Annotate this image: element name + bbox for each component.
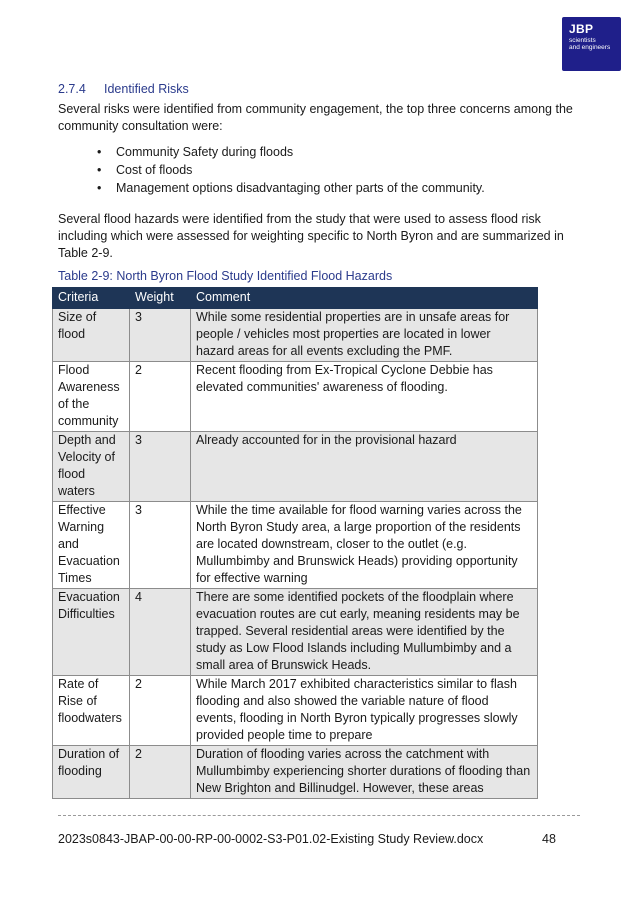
cell-comment: Already accounted for in the provisional hazard: [191, 432, 538, 502]
table-row: [53, 309, 538, 362]
cell-comment: Duration of flooding varies across the catchment with Mullumbimby experiencing shorter durations of flooding than New Brighton and Billinudgel. However, these areas: [191, 746, 538, 799]
cell-criteria: Rate of Rise of floodwaters: [53, 676, 130, 746]
section-title: Identified Risks: [104, 82, 189, 96]
footer-divider: [58, 815, 580, 816]
cell-comment: There are some identified pockets of the floodplain where evacuation routes are cut early, meaning residents may be trapped. Several residential areas were identified by the study as Low Flood Islands including Mullumbimby and a small area of Brunswick Heads.: [191, 589, 538, 676]
cell-criteria: Evacuation Difficulties: [53, 589, 130, 676]
hazards-paragraph: Several flood hazards were identified from the study that were used to assess flood risk including which were assessed for weighting specific to North Byron and are summarized in Table 2-9.: [58, 212, 564, 260]
risk-bullet-list: [95, 143, 485, 197]
intro-paragraph: Several risks were identified from community engagement, the top three concerns among the community consultation were:: [58, 102, 573, 133]
section-number: 2.7.4: [58, 82, 86, 96]
table-row: [53, 362, 538, 432]
bullet-item: • Management options disadvantaging other parts of the community.: [95, 179, 485, 197]
cell-weight: 3: [130, 432, 191, 502]
table-row: [53, 746, 538, 799]
cell-weight: 2: [130, 746, 191, 799]
cell-criteria: Size of flood: [53, 309, 130, 362]
logo-tagline-line-2: and engineers: [569, 44, 611, 51]
bullet-item: • Cost of floods: [95, 161, 485, 179]
cell-weight: 3: [130, 309, 191, 362]
cell-weight: 2: [130, 362, 191, 432]
header-weight: Weight: [130, 288, 191, 309]
footer-filename: 2023s0843-JBAP-00-00-RP-00-0002-S3-P01.02-Existing Study Review.docx: [58, 832, 484, 846]
cell-weight: 2: [130, 676, 191, 746]
cell-comment: While the time available for flood warning varies across the North Byron Study area, a large proportion of the residents are located downstream, closer to the outlet (e.g. Mullumbimby and Brunswick Heads) providing opportunity for effective warning: [191, 502, 538, 589]
table-caption: Table 2-9: North Byron Flood Study Identified Flood Hazards: [58, 269, 393, 283]
cell-comment: While March 2017 exhibited characteristics similar to flash flooding and also showed the variable nature of flood events, flooding in North Byron typically progresses slowly provided people time to prepare: [191, 676, 538, 746]
cell-criteria: Duration of flooding: [53, 746, 130, 799]
table-header-row: [53, 288, 538, 309]
logo-tagline: [569, 37, 621, 51]
table-row: [53, 589, 538, 676]
header-criteria: Criteria: [53, 288, 130, 309]
logo-brand: JBP: [569, 22, 594, 36]
company-logo: [562, 17, 621, 71]
section-heading: [58, 82, 189, 96]
footer-page-number: 48: [542, 832, 556, 846]
table-row: [53, 676, 538, 746]
header-comment: Comment: [191, 288, 538, 309]
cell-criteria: Flood Awareness of the community: [53, 362, 130, 432]
flood-hazards-table: [52, 287, 538, 799]
logo-tagline-line-1: scientists: [569, 37, 596, 44]
cell-weight: 3: [130, 502, 191, 589]
cell-criteria: Effective Warning and Evacuation Times: [53, 502, 130, 589]
cell-comment: Recent flooding from Ex-Tropical Cyclone Debbie has elevated communities' awareness of flooding.: [191, 362, 538, 432]
table-row: [53, 432, 538, 502]
cell-comment: While some residential properties are in unsafe areas for people / vehicles most properties are located in lower hazard areas for all events excluding the PMF.: [191, 309, 538, 362]
bullet-item: • Community Safety during floods: [95, 143, 485, 161]
cell-weight: 4: [130, 589, 191, 676]
table-row: [53, 502, 538, 589]
cell-criteria: Depth and Velocity of flood waters: [53, 432, 130, 502]
